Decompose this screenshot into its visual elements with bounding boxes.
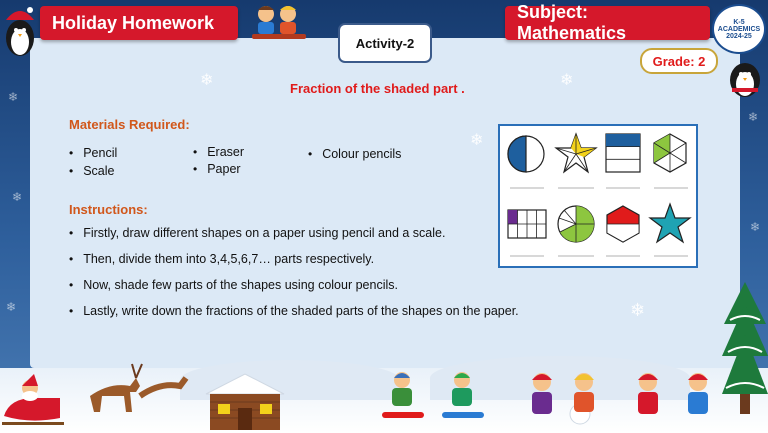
bullet-icon: • bbox=[69, 304, 74, 318]
list-item bbox=[69, 304, 519, 318]
bullet-icon: • bbox=[69, 146, 74, 160]
snowflake-icon: ❄ bbox=[8, 90, 19, 104]
half-circle-shape bbox=[508, 136, 544, 172]
log-cabin-icon bbox=[200, 370, 290, 433]
reindeer-icon bbox=[80, 356, 190, 416]
bullet-icon: • bbox=[69, 226, 74, 240]
grade-badge bbox=[640, 48, 718, 74]
snowflake-icon: ❄ bbox=[6, 300, 17, 314]
bullet-icon: • bbox=[308, 147, 313, 161]
list-item bbox=[69, 146, 117, 160]
snowflake-icon: ❄ bbox=[748, 110, 759, 124]
playing-kids-icon bbox=[520, 366, 730, 433]
activity-text: Activity-2 bbox=[355, 35, 415, 51]
k5-academics-logo bbox=[712, 4, 766, 54]
christmas-tree-icon bbox=[722, 282, 768, 433]
fraction-shapes-box bbox=[498, 124, 698, 268]
list-item bbox=[193, 145, 244, 159]
circle-sevenths-shape bbox=[558, 206, 594, 242]
kids-sledding-icon bbox=[248, 2, 310, 44]
bullet-icon: • bbox=[69, 278, 74, 292]
activity-subtitle: Fraction of the shaded part . bbox=[290, 81, 465, 96]
snowflake-icon: ❄ bbox=[630, 300, 646, 320]
list-item bbox=[69, 226, 445, 240]
fraction-shapes-svg bbox=[500, 126, 696, 266]
subject-title: Subject: Mathematics bbox=[517, 2, 627, 43]
bullet-icon: • bbox=[193, 145, 198, 159]
instructions-heading: Instructions: bbox=[69, 202, 148, 217]
bullet-icon: • bbox=[193, 162, 198, 176]
red-hexagon-shape bbox=[607, 206, 639, 242]
snowboarding-kids-icon bbox=[378, 368, 498, 428]
snowflake-icon: ❄ bbox=[200, 72, 214, 89]
list-item bbox=[193, 162, 241, 176]
material-item: Scale bbox=[83, 164, 115, 178]
instruction-item: Now, shade few parts of the shapes using colour pencils. bbox=[83, 278, 398, 292]
star-shape bbox=[556, 134, 596, 172]
bullet-icon: • bbox=[69, 164, 74, 178]
snowflake-icon: ❄ bbox=[560, 72, 574, 89]
list-item bbox=[69, 164, 114, 178]
penguin-icon bbox=[724, 52, 766, 98]
list-item bbox=[69, 278, 398, 292]
holiday-homework-banner bbox=[40, 6, 238, 40]
logo-text: K-5 bbox=[733, 18, 745, 26]
instruction-item: Firstly, draw different shapes on a paper using pencil and a scale. bbox=[83, 226, 446, 240]
logo-text: ACADEMICS bbox=[717, 25, 761, 33]
hexagon-shape bbox=[654, 134, 686, 172]
snowflake-icon: ❄ bbox=[470, 132, 484, 149]
teal-star-shape bbox=[650, 204, 690, 242]
grade-text: Grade: 2 bbox=[652, 53, 706, 69]
list-item bbox=[69, 252, 374, 266]
material-item: Colour pencils bbox=[322, 147, 402, 161]
penguin-icon bbox=[0, 0, 40, 60]
rectangle-thirds-shape bbox=[606, 134, 640, 172]
snowflake-icon: ❄ bbox=[12, 190, 23, 204]
activity-label bbox=[338, 23, 432, 63]
banner-title: Holiday Homework bbox=[52, 12, 215, 33]
snowflake-icon: ❄ bbox=[750, 220, 761, 234]
list-item bbox=[308, 147, 401, 161]
instruction-item: Lastly, write down the fractions of the shaded parts of the shapes on the paper. bbox=[83, 304, 519, 318]
materials-heading: Materials Required: bbox=[69, 117, 190, 132]
subject-banner bbox=[505, 2, 710, 43]
material-item: Pencil bbox=[83, 146, 118, 160]
material-item: Eraser bbox=[207, 145, 245, 159]
material-item: Paper bbox=[207, 162, 241, 176]
instruction-item: Then, divide them into 3,4,5,6,7… parts respectively. bbox=[83, 252, 375, 266]
grid-shape bbox=[508, 210, 546, 238]
logo-text: 2024-25 bbox=[726, 32, 752, 40]
bullet-icon: • bbox=[69, 252, 74, 266]
